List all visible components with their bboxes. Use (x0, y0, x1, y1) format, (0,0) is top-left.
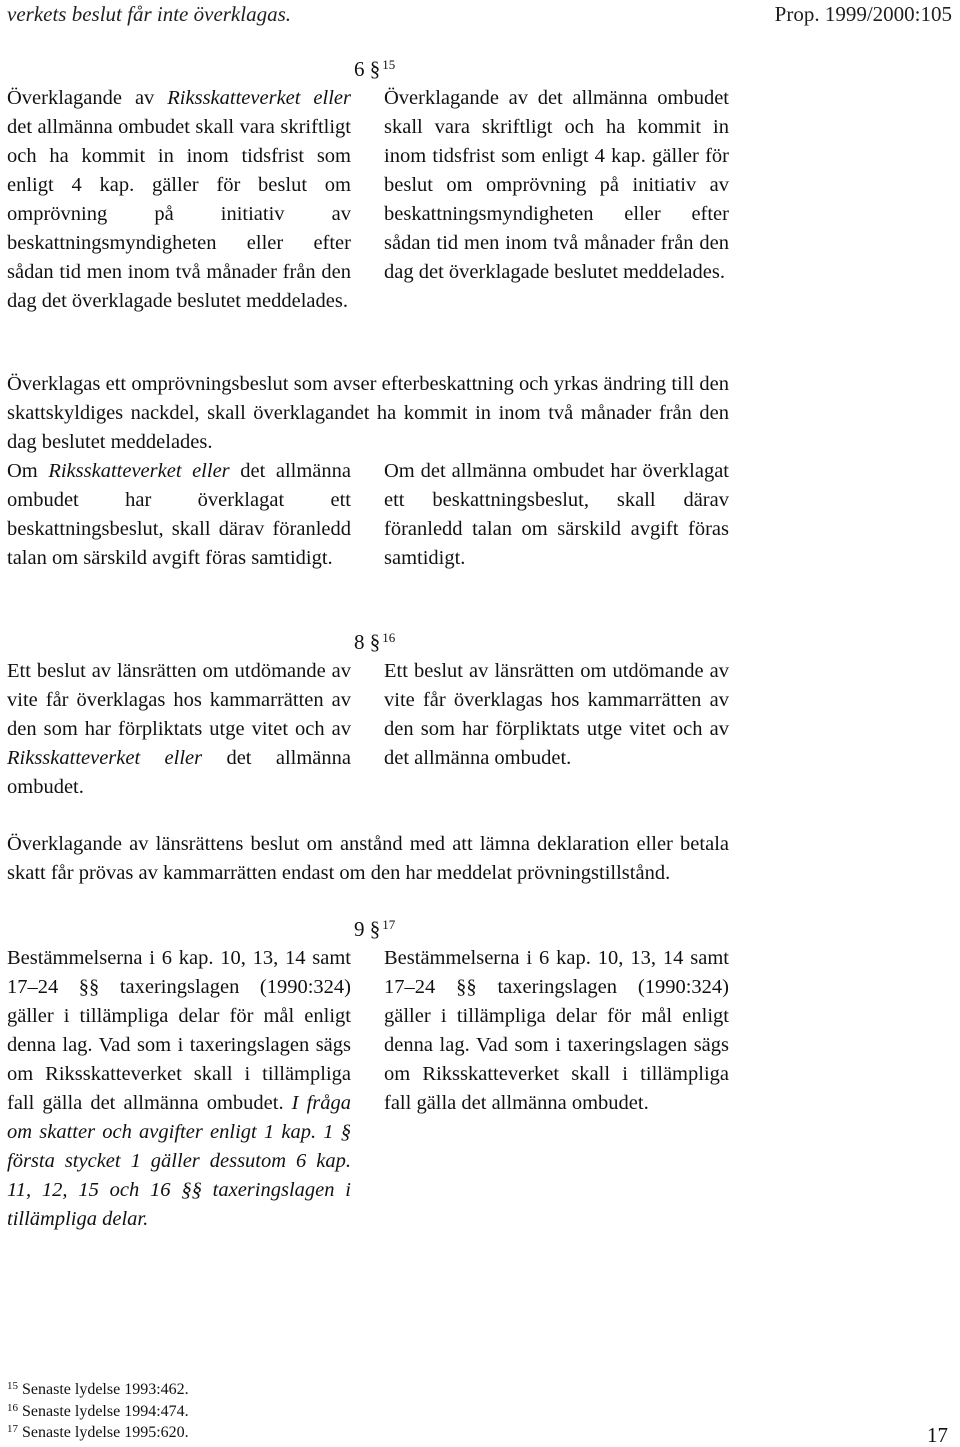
section-8-heading (354, 629, 395, 655)
footnote-ref: 17 (382, 917, 396, 932)
section-6-old-text-2: Om Riksskatteverket eller det allmänna ombudet har överklagat ett beskattningsbeslut, skall därav föranledd talan om särskild avgift föras samtidigt. (7, 460, 351, 569)
footnote-17: $^{17}$ Senaste lydelse 1995:620. (7, 1423, 189, 1441)
footnotes (7, 1379, 189, 1444)
section-number: 8 (354, 630, 365, 654)
section-symbol: § (369, 630, 381, 654)
section-8-old-text: Ett beslut av länsrätten om utdömande av vite får överklagas hos kammarrätten av den som har förpliktats utge vitet och av Riksskatteverket eller det allmänna ombudet. (7, 660, 351, 798)
section-9-old-text: Bestämmelserna i 6 kap. 10, 13, 14 samt 17–24 §§ taxeringslagen (1990:324) gäller i tillämpliga delar för mål enligt denna lag. Vad som i taxeringslagen sägs om Riksskatteverket skall i tillämpliga fall gälla det allmänna ombudet. I fråga om skatter och avgifter enligt 1 kap. 1 § första stycket 1 gäller dessutom 6 kap. 11, 12, 15 och 16 §§ taxeringslagen i tillämpliga delar. (7, 947, 351, 1230)
publication-reference: Prop. 1999/2000:105 (774, 2, 952, 26)
running-header (7, 2, 291, 26)
section-number: 9 (354, 917, 365, 941)
section-6-common-paragraph: Överklagas ett omprövningsbeslut som avser efterbeskattning och yrkas ändring till den skattskyldiges nackdel, skall överklagandet ha kommit in inom två månader från den dag beslutet meddelades. (7, 373, 729, 453)
footnote-ref: 16 (382, 630, 396, 645)
section-6-heading (354, 56, 395, 82)
section-9-new-text: Bestämmelserna i 6 kap. 10, 13, 14 samt 17–24 §§ taxeringslagen (1990:324) gäller i tillämpliga delar för mål enligt denna lag. Vad som i taxeringslagen sägs om Riksskatteverket skall i tillämpliga fall gälla det allmänna ombudet. (384, 947, 729, 1114)
footnote-16: $^{16}$ Senaste lydelse 1994:474. (7, 1401, 189, 1420)
section-6-old-text: Överklagande av Riksskatteverket eller det allmänna ombudet skall vara skriftligt och ha kommit in inom tidsfrist som enligt 4 kap. gäller för beslut om omprövning på initiativ av beskattningsmyndigheten eller efter sådan tid men inom två månader från den dag det överklagade beslutet meddelades. (7, 87, 352, 312)
section-9-heading (354, 916, 395, 942)
section-number: 6 (354, 57, 365, 81)
footnote-15: $^{15}$ Senaste lydelse 1993:462. (7, 1380, 189, 1398)
section-8-new-text: Ett beslut av länsrätten om utdömande av vite får överklagas hos kammarrätten av den som har förpliktats utge vitet och av det allmänna ombudet. (384, 660, 729, 769)
section-symbol: § (369, 917, 381, 941)
section-6-new-text-2: Om det allmänna ombudet har överklagat ett beskattningsbeslut, skall därav föranledd talan om särskild avgift föras samtidigt. (384, 460, 729, 569)
footnote-ref: 15 (382, 57, 396, 72)
section-8-common-paragraph: Överklagande av länsrättens beslut om anstånd med att lämna deklaration eller betala skatt får prövas av kammarrätten endast om den har meddelat prövningstillstånd. (7, 833, 729, 884)
section-6-new-text: Överklagande av det allmänna ombudet skall vara skriftligt och ha kommit in inom tidsfrist som enligt 4 kap. gäller för beslut om omprövning på initiativ av beskattningsmyndigheten eller efter sådan tid men inom två månader från den dag det överklagade beslutet meddelades. (384, 87, 729, 283)
running-header-text: verkets beslut får inte överklagas. (7, 2, 292, 26)
page-number: 17 (927, 1423, 948, 1447)
section-symbol: § (369, 57, 381, 81)
